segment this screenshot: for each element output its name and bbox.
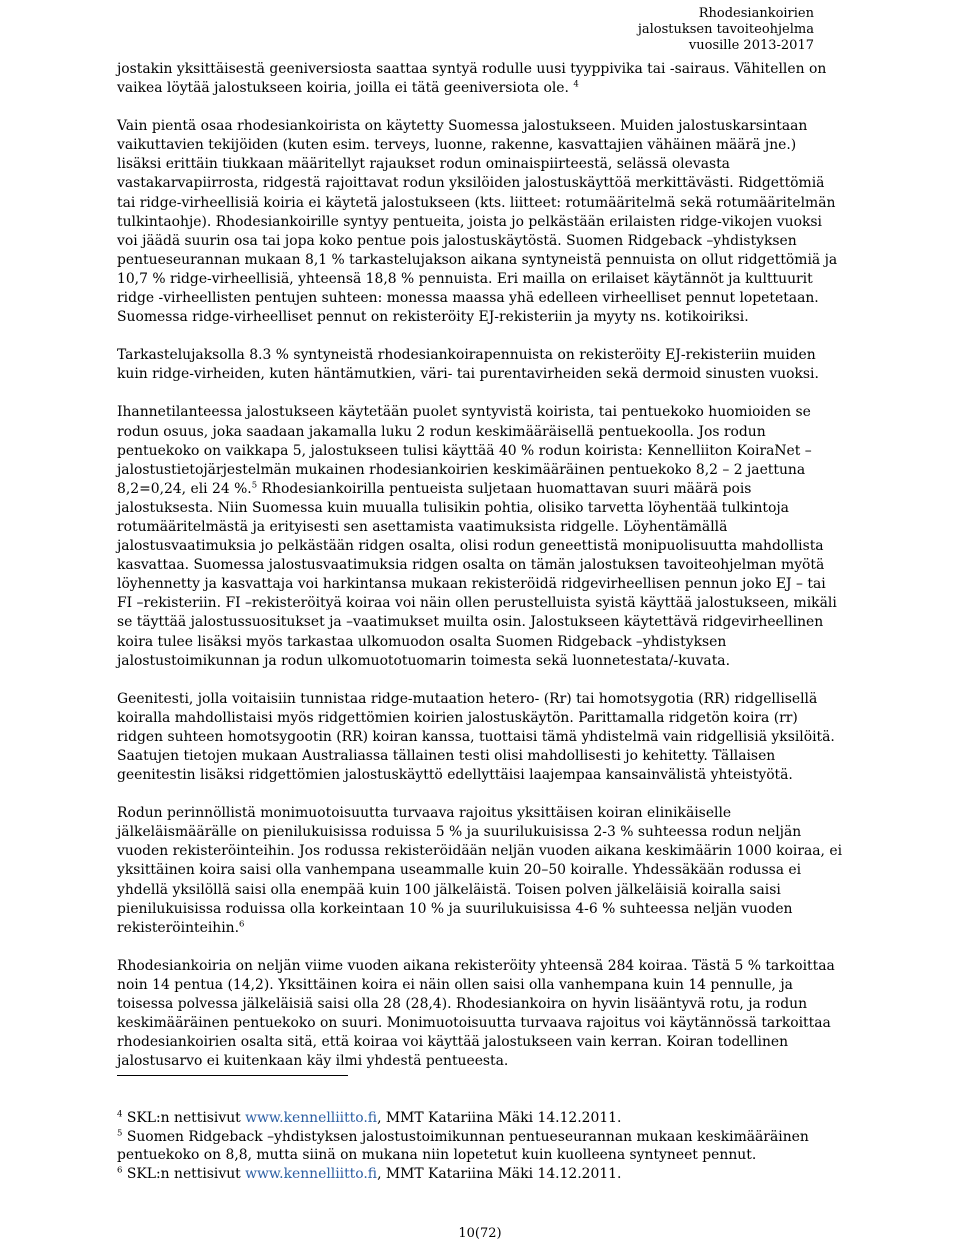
running-header <box>638 6 814 54</box>
footnote-ref-4[interactable]: 4 <box>573 79 579 90</box>
header-line-2: jalostuksen tavoiteohjelma <box>637 22 814 37</box>
paragraph-6-text: Rodun perinnöllistä monimuotoisuutta turvaava rajoitus yksittäisen koiran elinikäiselle jälkeläismäärälle on pienilukuisissa roduissa 5 % ja suurilukuisissa 2-3 % suhteessa rodun neljän vuoden rekisteröinteihin. Jos rodussa rekisteröidään neljän vuoden aikana keskimäärin 1000 koiraa, ei yksittäinen koira saisi olla vanhempana useammalle kuin 20–50 koiralle. Yhdessäkään rodussa ei yhdellä yksilöllä saisi olla enempää kuin 100 jälkeläistä. Toisen polven jälkeläisiä koiralla saisi pienilukuisissa roduissa olla korkeintaan 10 % ja suurilukuisissa 4-6 % suhteessa neljän vuoden rekisteröinteihin. <box>117 805 843 936</box>
footnote-ref-5[interactable]: 5 <box>251 480 258 491</box>
paragraph-3: Tarkastelujaksolla 8.3 % syntyneistä rhodesiankoirapennuista on rekisteröity EJ-rekisteriin muiden kuin ridge-virheiden, kuten häntämutkien, väri- tai purentavirheiden sekä dermoid sinusten vuoksi. <box>117 347 819 383</box>
paragraph-5: Geenitesti, jolla voitaisiin tunnistaa ridge-mutaation hetero- (Rr) tai homotsygotia (RR) ridgellisellä koiralla mahdollistaisi myös ridgettömien koirien jalostuskäytön. Parittamalla ridgetön koira (rr) ridgen suhteen homotsygootin (RR) koiran kanssa, tuottaisi tämä yhdistelmä vain ridgellisiä yksilöitä. Saatujen tietojen mukaan Australiassa tällainen testi olisi mahdollisesti jo kehitetty. Tällaisen geenitestin lisäksi ridgettömien jalostuskäyttö edellyttäisi laajempaa kansainvälistä yhteistyötä. <box>117 690 835 784</box>
paragraph-6 <box>117 804 843 938</box>
footnote-4-number: 4 <box>117 1109 123 1120</box>
page-number: 10(72) <box>458 1226 502 1241</box>
footnotes <box>117 1109 843 1183</box>
footnote-4-link[interactable]: www.kennelliitto.fi <box>245 1110 378 1126</box>
paragraph-1 <box>117 60 843 98</box>
paragraph-4 <box>117 403 843 670</box>
footnote-4-pre: SKL:n nettisivut <box>122 1110 246 1126</box>
footnote-6-number: 6 <box>117 1164 123 1175</box>
paragraph-4-text-a: Ihannetilanteessa jalostukseen käytetään puolet syntyvistä koirista, tai pentuekoko huomioiden se rodun osuus, joka saadaan jakamalla luku 2 rodun keskimääräisellä pentuekoolla. Jos rodun pentuekoko on vaikkapa 5, jalostukseen tulisi käyttää 40 % rodun koirista: Kennelliiton KoiraNet –jalostustietojärjestelmän mukainen rhodesiankoirien keskimääräinen pentuekoko 8,2 – 2 jaettuna 8,2=0,24, eli 24 %. <box>117 404 812 497</box>
paragraph-1-text: jostakin yksittäisestä geeniversiosta saattaa syntyä rodulle uusi tyyppivika tai -sairaus. Vähitellen on vaikea löytää jalostukseen koiria, joilla ei tätä geeniversiota ole. <box>117 61 827 97</box>
footnote-4-post: , MMT Katariina Mäki 14.12.2011. <box>377 1110 622 1126</box>
paragraph-2: Vain pientä osaa rhodesiankoirista on käytetty Suomessa jalostukseen. Muiden jalostuskarsintaan vaikuttavien tekijöiden (kuten esim. terveys, luonne, rakenne, kasvattajien vähäinen määrä jne.) lisäksi erittäin tiukkaan määritellyt rajaukset rodun ominaispiirteestä, selässä olevasta vastakarvapiirrosta, ridgestä rajoittavat rodun yksilöiden jalostuskäyttöä merkittävästi. Ridgettömiä tai ridge-virheellisiä koiria ei käytetä jalostukseen (kts. liitteet: rotumääritelmä sekä rotumääritelmän tulkintaohje). Rhodesiankoirille syntyy pentueita, joista jo pelkästään erilaisten ridge-vikojen vuoksi voi jäädä suurin osa tai jopa koko pentue pois jalostuskäytöstä. Suomen Ridgeback –yhdistyksen pentueseurannan mukaan 8,1 % tarkastelujakson aikana syntyneistä pennuista on ollut ridgettömiä ja 10,7 % ridge-virheellisiä, yhteensä 18,8 % pennuista. Eri mailla on erilaiset käytännöt ja kulttuurit ridge -virheellisten pentujen suhteen: monessa maassa yhä edelleen virheelliset pennut lopetetaan. Suomessa ridge-virheelliset pennut on rekisteröity EJ-rekisteriin ja myyty ns. kotikoiriksi. <box>117 118 838 326</box>
footnote-ref-6[interactable]: 6 <box>239 919 245 930</box>
footnote-5 <box>117 1128 843 1165</box>
footnote-6-pre: SKL:n nettisivut <box>122 1165 246 1182</box>
footnote-5-number: 5 <box>117 1127 123 1138</box>
footnote-6 <box>117 1165 843 1184</box>
header-line-3: vuosille 2013-2017 <box>688 38 814 53</box>
body-text <box>117 60 843 1090</box>
footnote-6-post: , MMT Katariina Mäki 14.12.2011. <box>377 1165 622 1182</box>
footnote-4 <box>117 1109 843 1128</box>
footnote-separator <box>117 1075 348 1076</box>
footnote-6-link[interactable]: www.kennelliitto.fi <box>245 1165 378 1182</box>
footnote-5-text: Suomen Ridgeback –yhdistyksen jalostustoimikunnan pentueseurannan mukaan keskimääräinen pentuekoko on 8,8, mutta siinä on mukana niin lopetetut kuin kuolleena syntyneet pennut. <box>117 1128 809 1163</box>
paragraph-4-text-b: Rhodesiankoirilla pentueista suljetaan huomattavan suuri määrä pois jalostuksesta. Niin Suomessa kuin muualla tulisikin pohtia, olisiko tarvetta löyhentää tulkintoja rotumääritelmästä ja erityisesti sen asettamista vaatimuksista ridgelle. Löyhentämällä jalostusvaatimuksia jo pelkästään ridgen osalta, olisi rodun geneettistä monipuolisuutta mahdollista kasvattaa. Suomessa jalostusvaatimuksia ridgen osalta on tämän jalostuksen tavoiteohjelman myötä löyhennetty ja kasvattaja voi harkintansa mukaan rekisteröidä ridgevirheellisen pennun joko EJ – tai FI –rekisteriin. FI –rekisteröityä koiraa voi näin ollen perustelluista syistä käyttää jalostukseen, mikäli se täyttää jalostussuositukset ja –vaatimukset muilta osin. Jalostukseen käytettävä ridgevirheellinen koira tulee lisäksi myös tarkastaa ulkomuodon osalta Suomen Ridgeback –yhdistyksen jalostustoimikunnan ja rodun ulkomuototuomarin toimesta sekä luonnetestata/-kuvata. <box>117 480 837 669</box>
header-line-1: Rhodesiankoirien <box>698 6 814 21</box>
paragraph-7: Rhodesiankoiria on neljän viime vuoden aikana rekisteröity yhteensä 284 koiraa. Tästä 5 % tarkoittaa noin 14 pentua (14,2). Yksittäinen koira ei näin ollen saisi olla vanhempana kuin 14 pennulle, ja toisessa polvessa jälkeläisiä saisi olla 28 (28,4). Rhodesiankoira on hyvin lisääntyvä rotu, ja rodun keskimääräinen pentuekoko on suuri. Monimuotoisuutta turvaava rajoitus voi käytännössä tarkoittaa rhodesiankoirien osalta sitä, että koiraa voi käyttää jalostukseen vain kerran. Koiran todellinen jalostusarvo ei kuitenkaan käy ilmi yhdestä pentueesta. <box>117 957 835 1070</box>
